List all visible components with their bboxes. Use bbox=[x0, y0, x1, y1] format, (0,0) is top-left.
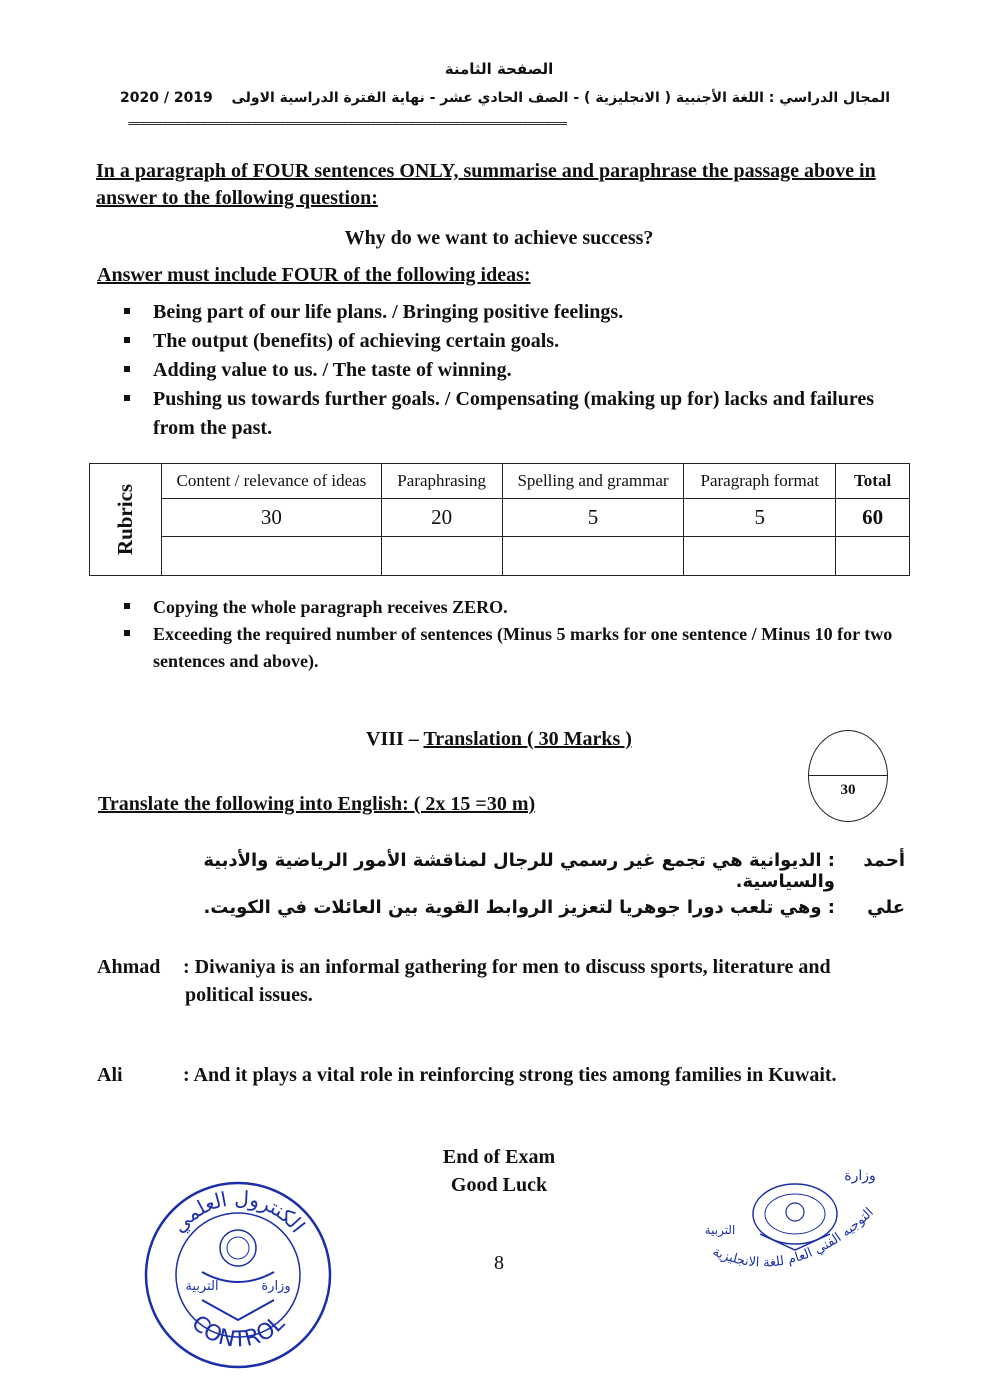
list-item: Being part of our life plans. / Bringing positive feelings. bbox=[120, 298, 890, 327]
score-circle bbox=[808, 730, 888, 822]
arabic-speaker: علي bbox=[867, 897, 905, 918]
table-row bbox=[90, 499, 910, 537]
table-cell bbox=[381, 537, 502, 576]
translate-instruction: Translate the following into English: ( 2x 15 =30 m) bbox=[98, 793, 536, 815]
header-separator: ============================================================================== bbox=[128, 120, 567, 128]
rubric-label: Rubrics bbox=[113, 483, 138, 556]
table-header: Paraphrasing bbox=[381, 464, 502, 499]
page-number: 8 bbox=[494, 1252, 504, 1274]
table-header: Spelling and grammar bbox=[502, 464, 684, 499]
table-header: Total bbox=[836, 464, 910, 499]
arabic-line bbox=[180, 897, 905, 918]
table-cell bbox=[162, 537, 381, 576]
arabic-line bbox=[180, 850, 905, 892]
answer-text: : And it plays a vital role in reinforcing strong ties among families in Kuwait. bbox=[183, 1064, 837, 1086]
supervision-stamp bbox=[680, 1162, 905, 1312]
answer-text-continued: political issues. bbox=[185, 984, 313, 1006]
table-cell: 30 bbox=[162, 499, 381, 537]
ideas-list bbox=[120, 298, 890, 443]
table-row bbox=[90, 537, 910, 576]
stamp-top-text: الكنترول العلمي bbox=[166, 1185, 310, 1238]
answer-ahmad bbox=[97, 953, 897, 1009]
rubric-table bbox=[89, 463, 910, 576]
table-cell bbox=[502, 537, 684, 576]
rubric-label-cell bbox=[90, 464, 162, 576]
list-item: The output (benefits) of achieving certain goals. bbox=[120, 327, 890, 356]
stamp-right-arc: التوجيه الفني العام للغة الانجليزية bbox=[710, 1205, 877, 1271]
table-cell: 20 bbox=[381, 499, 502, 537]
good-luck-line: Good Luck bbox=[450, 1174, 548, 1196]
arabic-text: : وهي تلعب دورا جوهريا لتعزيز الروابط القوية بين العائلات في الكويت. bbox=[203, 897, 835, 918]
arabic-text: : الديوانية هي تجمع غير رسمي للرجال لمناقشة الأمور الرياضية والأدبية والسياسية. bbox=[203, 850, 835, 892]
rules-list bbox=[120, 594, 900, 675]
answer-speaker: Ahmad bbox=[97, 956, 161, 978]
score-divider bbox=[809, 775, 887, 776]
stamp-bottom-text: CONTROL bbox=[186, 1310, 290, 1353]
table-cell bbox=[836, 537, 910, 576]
table-cell: 5 bbox=[502, 499, 684, 537]
stamp-ministry-right: وزارة bbox=[261, 1279, 291, 1294]
score-value: 30 bbox=[840, 782, 856, 798]
page-title: الصفحة الثامنة bbox=[444, 60, 554, 78]
table-row bbox=[90, 464, 910, 499]
table-cell: 60 bbox=[836, 499, 910, 537]
must-include-heading: Answer must include FOUR of the following ideas: bbox=[97, 264, 531, 286]
answer-ali bbox=[97, 1061, 897, 1089]
answer-text: : Diwaniya is an informal gathering for men to discuss sports, literature and bbox=[183, 956, 831, 978]
list-item: Exceeding the required number of sentences (Minus 5 marks for one sentence / Minus 10 for two sentences and above). bbox=[120, 621, 900, 675]
stamp-ministry-left: التربية bbox=[185, 1279, 219, 1294]
section-name: Translation ( 30 Marks ) bbox=[423, 728, 632, 750]
academic-year: 2020 / 2019 bbox=[120, 90, 213, 106]
answer-speaker: Ali bbox=[97, 1064, 123, 1086]
arabic-speaker: أحمد bbox=[863, 850, 905, 871]
stamp-right-top: وزارة bbox=[844, 1168, 876, 1184]
table-cell bbox=[684, 537, 836, 576]
list-item: Adding value to us. / The taste of winning. bbox=[120, 356, 890, 385]
table-cell: 5 bbox=[684, 499, 836, 537]
control-stamp bbox=[140, 1180, 335, 1370]
section-number: VIII – bbox=[366, 728, 419, 750]
summary-instruction: In a paragraph of FOUR sentences ONLY, summarise and paraphrase the passage above in answer to the following question: bbox=[96, 160, 876, 209]
table-header: Content / relevance of ideas bbox=[162, 464, 381, 499]
exam-header bbox=[120, 90, 890, 106]
list-item: Copying the whole paragraph receives ZERO. bbox=[120, 594, 900, 621]
question: Why do we want to achieve success? bbox=[344, 227, 654, 249]
end-line: End of Exam bbox=[442, 1146, 556, 1168]
subject-line: المجال الدراسي : اللغة الأجنبية ( الانجليزية ) - الصف الحادي عشر - نهاية الفترة الدراسية الاولى bbox=[231, 90, 890, 106]
table-header: Paragraph format bbox=[684, 464, 836, 499]
list-item: Pushing us towards further goals. / Compensating (making up for) lacks and failures from the past. bbox=[120, 385, 890, 443]
stamp-right-side: التربية bbox=[704, 1223, 736, 1237]
